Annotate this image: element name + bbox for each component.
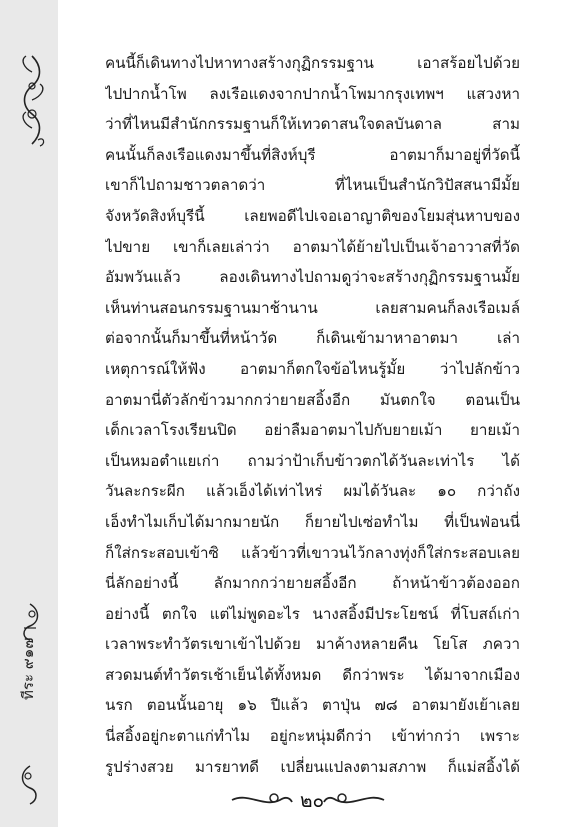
text-line: คนนี้ก็เดินทางไปหาทางสร้างกุฏิกรรมฐาน เอาสร้อยไปด้วย — [105, 54, 520, 72]
text-line: จังหวัดสิงห์บุรีนี้ เลยพอดีไปเจอเอาญาติของโยมสุ่นหาบของ — [105, 206, 520, 225]
text-line: ไปปากน้ำโพ ลงเรือแดงจากปากน้ำโพมากรุงเทพฯ แสวงหา — [105, 84, 520, 103]
text-line: ไปขาย เขาก็เลยเล่าว่า อาตมาได้ย้ายไปเป็นเจ้าอาวาสที่วัด — [105, 237, 520, 256]
text-line: เอ็งทำไมเก็บได้มากมายนัก ก็ยายไปเซ่อทำไม ที่เป็นฟ่อนนี่ — [105, 512, 520, 531]
text-line: รูปร่างสวย มารยาทดี เปลี่ยนแปลงตามสภาพ ก็แม่สอิ้งได้ — [105, 757, 520, 776]
text-line: เขาก็ไปถามชาวตลาดว่า ที่ไหนเป็นสำนักวิปัสสนามีมั้ย — [105, 176, 520, 195]
text-line: วันละกระผีก แล้วเอ็งได้เท่าไหร่ ผมได้วันละ ๑๐ กว่าถัง — [105, 482, 520, 501]
side-ornament-icon — [4, 598, 56, 813]
text-line: คนนั้นก็ลงเรือแดงมาขึ้นที่สิงห์บุรี อาตมาก็มาอยู่ที่วัดนี้ — [105, 145, 520, 164]
text-line: ว่าที่ไหนมีสำนักกรรมฐานก็ให้เทวดาสนใจดลบันดาล สาม — [105, 115, 520, 134]
floral-ornament-icon — [14, 52, 50, 148]
text-line: เด็กเวลาโรงเรียนปิด อย่าลืมอาตมาไปกับยายเม้า ยายเม้า — [105, 421, 520, 440]
text-line: อาตมานี่ตัวลักข้าวมากกว่ายายสอิ้งอีก มันตกใจ ตอนเป็น — [105, 390, 520, 409]
text-line: เห็นท่านสอนกรรมฐานมาช้านาน เลยสามคนก็ลงเรือเมล์ — [105, 298, 520, 317]
text-line: เวลาพระทำวัตรเขาเข้าไปด้วย มาค้างหลายคืน โยโส ภควา — [105, 635, 520, 654]
text-line: สวดมนต์ทำวัตรเช้าเย็นได้ทั้งหมด ดีกว่าพระ ได้มาจากเมือง — [105, 665, 520, 684]
text-line: เหตุการณ์ให้ฟัง อาตมาก็ตกใจข้อไหนรู้มั้ย ว่าไปลักข้าว — [105, 359, 520, 378]
page-body — [105, 48, 520, 782]
text-line: อัมพวันแล้ว ลองเดินทางไปถามดูว่าจะสร้างกุฏิกรรมฐานมั้ย — [105, 268, 520, 287]
text-line: นี่สอิ้งอยู่กะตาแก่ทำไม อยู่กะหนุ่มดีกว่า เข้าท่ากว่า เพราะ — [105, 727, 520, 746]
text-line: ต่อจากนั้นก็มาขึ้นที่หน้าวัด ก็เดินเข้ามาหาอาตมา เล่า — [105, 329, 520, 348]
page-number: ๒๐ — [300, 790, 325, 812]
text-line: เป็นหมอตำแยเก่า ถามว่าป้าเก็บข้าวตกได้วันละเท่าไร ได้ — [105, 451, 520, 470]
text-line: อย่างนี้ ตกใจ แต่ไม่พูดอะไร นางสอิ้งมีประโยชน์ ที่โบสถ์เก่า — [105, 604, 520, 623]
text-line: ก็ใส่กระสอบเข้าซิ แล้วข้าวที่เขาวนไว้กลางทุ่งก็ใส่กระสอบเลย — [105, 543, 520, 562]
text-line: นี่ลักอย่างนี้ ลักมากกว่ายายสอิ้งอีก ถ้าหน้าข้าวต้องออก — [105, 574, 520, 593]
side-book-title: ทีระ ๙๑๗ — [19, 637, 37, 700]
left-margin-band — [0, 0, 58, 827]
text-line: นรก ตอนนั้นอายุ ๑๖ ปีแล้ว ตาปุ่น ๗๘ อาตมายังเย้าเลย — [105, 696, 520, 715]
